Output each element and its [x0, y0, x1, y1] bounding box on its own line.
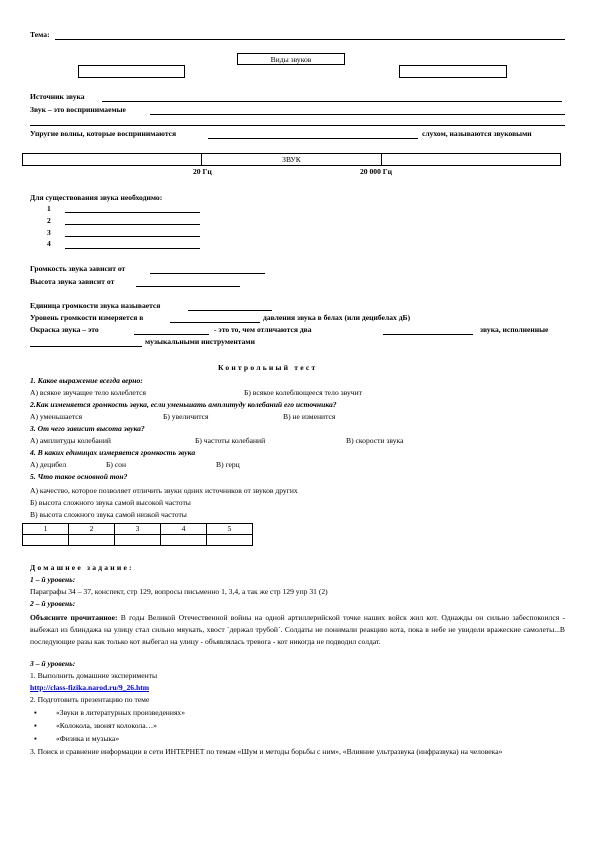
answer-table — [22, 523, 253, 546]
answer-3b: Б) частоты колебаний — [195, 436, 266, 445]
overtone-fill-line-2 — [383, 334, 473, 335]
bullet-marker-icon: ▪ — [34, 734, 37, 743]
overtone-fill-line-1 — [134, 334, 209, 335]
answer-2b: Б) увеличится — [163, 412, 209, 421]
needed-label: Для существования звука необходимо: — [30, 193, 163, 202]
overtone-a: Окраска звука – это — [30, 325, 99, 334]
question-1: 1. Какое выражение всегда верно: — [30, 376, 143, 385]
answer-5b: Б) высота сложного звука самой высокой частоты — [30, 498, 191, 507]
title-box — [237, 53, 345, 65]
freq-low-label: 20 Гц — [193, 167, 212, 176]
level-start: Уровень громкости измеряется в — [30, 313, 144, 322]
answer-1b: Б) всякое колеблющееся тело звучит — [244, 388, 362, 397]
needed-line-4 — [65, 248, 200, 249]
answer-input-1[interactable] — [23, 535, 69, 546]
level3-item-3: 3. Поиск и сравнение информации в сети ИНТЕРНЕТ по темам «Шум и методы борьбы с ним», «Влияние ультразвука (инфразвука) на человека» — [30, 747, 503, 756]
page-title: Виды звуков — [270, 55, 312, 64]
answer-cell-5: 5 — [207, 524, 253, 535]
level2-paragraph — [30, 612, 565, 649]
answer-3c: В) скорости звука — [346, 436, 404, 445]
level1-label: 1 – й уровень: — [30, 575, 76, 584]
pitch-label: Высота звука зависит от — [30, 277, 115, 286]
level1-text: Параграфы 34 – 37, конспект, стр 129, вопросы письменно 1, 3,4, а так же стр 129 упр 31 (2) — [30, 587, 328, 596]
bullet-marker-icon: ▪ — [34, 721, 37, 730]
level3-label: 3 – й уровень: — [30, 659, 76, 668]
homework-title: Домашнее задание: — [30, 563, 134, 572]
loudness-label: Громкость звука зависит от — [30, 264, 126, 273]
answer-5c: В) высота сложного звука самой низкой частоты — [30, 510, 187, 519]
needed-line-1 — [65, 212, 200, 213]
question-4: 4. В каких единицах измеряется громкость звука — [30, 448, 196, 457]
bullet-text-1: «Звуки в литературных произведениях» — [56, 708, 186, 717]
bullet-item-1 — [34, 709, 185, 718]
bullet-text-2: «Колокола, звонят колокола…» — [56, 721, 157, 730]
experiments-link[interactable]: http://class-fizika.narod.ru/9_26.htm — [30, 683, 150, 692]
elastic-waves-fill-line — [208, 138, 418, 139]
question-3: 3. От чего зависит высота звука? — [30, 424, 145, 433]
answer-2a: А) уменьшается — [30, 412, 83, 421]
answer-cell-1: 1 — [23, 524, 69, 535]
sound-def-line-2 — [30, 125, 565, 126]
loudness-fill-line — [150, 273, 265, 274]
needed-line-2 — [65, 224, 200, 225]
sound-def-label: Звук – это воспринимаемые — [30, 105, 126, 114]
answer-input-5[interactable] — [207, 535, 253, 546]
answer-table-input-row — [23, 535, 253, 546]
overtone-d: музыкальными инструментами — [145, 337, 255, 346]
needed-number-3: 3 — [47, 228, 51, 237]
answer-1a: А) всякое звучащее тело колеблется — [30, 388, 147, 397]
level2-label: 2 – й уровень: — [30, 599, 76, 608]
bullet-item-2 — [34, 722, 157, 731]
source-fill-line — [102, 101, 562, 102]
answer-4b: Б) сон — [106, 460, 127, 469]
needed-number-4: 4 — [47, 239, 51, 248]
answer-input-3[interactable] — [115, 535, 161, 546]
test-title: Контрольный тест — [218, 363, 318, 372]
bullet-text-3: «Физика и музыка» — [56, 734, 120, 743]
needed-number-1: 1 — [47, 204, 51, 213]
freq-high-label: 20 000 Гц — [360, 167, 392, 176]
empty-box-right — [399, 65, 507, 78]
scale-cell-infrasound — [22, 153, 202, 166]
topic-label: Тема: — [30, 30, 50, 39]
level3-item-2: 2. Подготовить презентацию по теме — [30, 695, 150, 704]
sound-def-line-1 — [150, 114, 565, 115]
level3-item-1: 1. Выполнить домашние эксперименты — [30, 671, 158, 680]
question-2: 2.Как изменяется громкость звука, если уменьшать амплитуду колебаний его источника? — [30, 400, 337, 409]
empty-box-left — [78, 65, 185, 78]
level2-bold-lead: Объясните прочитанное: — [30, 613, 118, 622]
topic-fill-line — [55, 39, 565, 40]
overtone-fill-line-3 — [30, 346, 142, 347]
bullet-item-3 — [34, 735, 119, 744]
level-fill-line — [170, 322, 260, 323]
elastic-waves-end: слухом, называются звуковыми — [422, 129, 532, 138]
answer-4c: В) герц — [216, 460, 240, 469]
answer-3a: А) амплитуды колебаний — [30, 436, 111, 445]
scale-cell-ultrasound — [381, 153, 561, 166]
answer-5a: А) качество, которое позволяет отличить звуки одних источников от звуков других — [30, 486, 298, 495]
unit-fill-line — [188, 310, 272, 311]
bullet-marker-icon: ▪ — [34, 708, 37, 717]
answer-input-2[interactable] — [69, 535, 115, 546]
question-5: 5. Что такое основной тон? — [30, 472, 128, 481]
overtone-b: - это то, чем отличаются два — [214, 325, 312, 334]
answer-4a: А) децибел — [30, 460, 67, 469]
answer-cell-3: 3 — [115, 524, 161, 535]
unit-label: Единица громкости звука называется — [30, 301, 161, 310]
scale-cell-sound — [201, 153, 382, 166]
elastic-waves-start: Упругие волны, которые воспринимаются — [30, 129, 177, 138]
answer-input-4[interactable] — [161, 535, 207, 546]
needed-line-3 — [65, 236, 200, 237]
answer-cell-2: 2 — [69, 524, 115, 535]
needed-number-2: 2 — [47, 216, 51, 225]
level2-text: В годы Великой Отечественной войны на одной артиллерийской точке наших войск жил кот. Однажды он сильно забеспокоился - выбежал из блиндажа на улицу стал сильно мяукать, хвост `держал трубой`. Солдаты не понимали реакцию кота, пока в небе не увидели вражеские самолеты...В последующие разы как только кот выбегал на улицу - объявлялась тревога - кот никогда не подводил солдат. — [30, 613, 566, 647]
level-end: давления звука в белах (или децибелах дБ) — [263, 313, 411, 322]
source-label: Источник звука — [30, 92, 85, 101]
answer-cell-4: 4 — [161, 524, 207, 535]
scale-center-label: ЗВУК — [282, 155, 301, 164]
answer-2c: В) не изменится — [283, 412, 336, 421]
overtone-c: звука, исполненные — [480, 325, 549, 334]
answer-table-header-row — [23, 524, 253, 535]
pitch-fill-line — [136, 286, 240, 287]
